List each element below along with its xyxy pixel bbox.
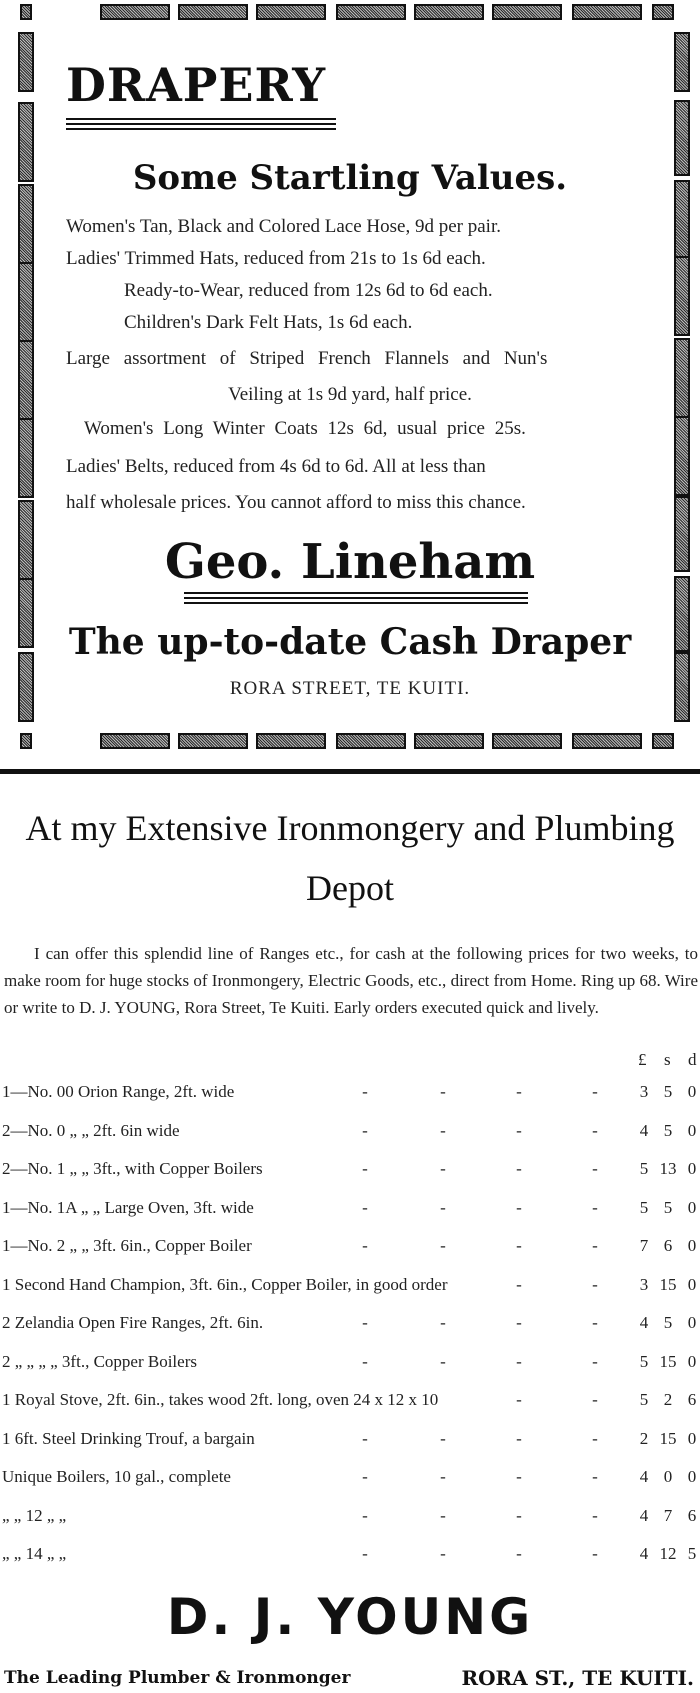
leader-dash: -: [592, 1467, 598, 1486]
leader-dash: -: [592, 1351, 598, 1371]
price-row: [0, 1275, 700, 1305]
price-shillings: 5: [663, 1197, 673, 1217]
leader-dash: -: [592, 1082, 598, 1101]
border-segment: [18, 418, 34, 498]
leader-dash: -: [592, 1274, 598, 1294]
price-shillings: 5: [663, 1313, 673, 1332]
border-segment: [178, 4, 248, 20]
section-divider: [0, 769, 700, 774]
price-pounds: 4: [639, 1313, 649, 1332]
leader-dash: -: [440, 1159, 446, 1178]
border-segment: [18, 262, 34, 342]
price-shillings: 5: [663, 1120, 673, 1140]
leader-dash: -: [516, 1390, 522, 1409]
drapery-line: Ready-to-Wear, reduced from 12s 6d to 6d each.: [124, 280, 493, 301]
price-pounds: 5: [639, 1159, 649, 1178]
price-pence: 0: [687, 1313, 697, 1332]
price-pence: 6: [687, 1505, 697, 1525]
leader-dash: -: [440, 1313, 446, 1332]
price-row: [0, 1390, 700, 1420]
price-pounds: 4: [639, 1505, 649, 1525]
price-shillings: 5: [663, 1082, 673, 1101]
price-pence: 0: [687, 1082, 697, 1101]
leader-dash: -: [362, 1505, 368, 1525]
leader-dash: -: [440, 1505, 446, 1525]
border-segment: [336, 4, 406, 20]
border-segment: [572, 4, 642, 20]
business-address: RORA ST., TE KUITI.: [461, 1666, 694, 1690]
shillings-header: s: [664, 1050, 671, 1069]
border-segment: [18, 340, 34, 420]
price-pence: 0: [687, 1236, 697, 1255]
leader-dash: -: [592, 1390, 598, 1409]
price-pounds: 5: [639, 1351, 649, 1371]
leader-dash: -: [516, 1313, 522, 1332]
price-pence: 0: [687, 1159, 697, 1178]
price-pence: 0: [687, 1467, 697, 1486]
business-tagline: The Leading Plumber & Ironmonger: [4, 1668, 351, 1688]
price-row: [0, 1313, 700, 1343]
price-pounds: 7: [639, 1236, 649, 1255]
leader-dash: -: [362, 1467, 368, 1486]
border-segment: [100, 4, 170, 20]
leader-dash: -: [592, 1428, 598, 1448]
title-rule: [66, 123, 336, 125]
price-pounds: 5: [639, 1197, 649, 1217]
drapery-line: Ladies' Belts, reduced from 4s 6d to 6d. All at less than: [66, 456, 486, 477]
title-rule: [66, 118, 336, 120]
leader-dash: -: [440, 1428, 446, 1448]
leader-dash: -: [592, 1505, 598, 1525]
price-row: [0, 1121, 700, 1151]
leader-dash: -: [516, 1428, 522, 1448]
price-pence: 0: [687, 1274, 697, 1294]
leader-dash: -: [516, 1274, 522, 1294]
drapery-line: Ladies' Trimmed Hats, reduced from 21s to 1s 6d each.: [66, 248, 486, 269]
price-shillings: 0: [663, 1467, 673, 1486]
item-description: 1 Second Hand Champion, 3ft. 6in., Copper Boiler, in good order: [2, 1274, 448, 1294]
item-description: 1 Royal Stove, 2ft. 6in., takes wood 2ft. long, oven 24 x 12 x 10: [2, 1390, 439, 1409]
merchant-tagline: The up-to-date Cash Draper: [68, 621, 632, 663]
pence-header: d: [688, 1050, 697, 1069]
leader-dash: -: [362, 1082, 368, 1101]
price-pounds: 4: [639, 1544, 649, 1563]
border-segment: [20, 4, 32, 20]
border-segment: [20, 733, 32, 749]
drapery-line: Large assortment of Striped French Flannels and Nun's: [66, 348, 548, 369]
leader-dash: -: [516, 1082, 522, 1101]
price-shillings: 15: [659, 1428, 677, 1448]
merchant-rule: [184, 602, 528, 604]
price-shillings: 7: [663, 1505, 673, 1525]
price-shillings: 13: [659, 1159, 677, 1178]
price-shillings: 15: [659, 1351, 677, 1371]
drapery-line: Women's Long Winter Coats 12s 6d, usual price 25s.: [84, 418, 526, 439]
border-segment: [674, 256, 690, 336]
price-pounds: 3: [639, 1082, 649, 1101]
border-segment: [100, 733, 170, 749]
leader-dash: -: [516, 1505, 522, 1525]
border-segment: [652, 733, 674, 749]
leader-dash: -: [440, 1236, 446, 1255]
price-pounds: 4: [639, 1120, 649, 1140]
price-row: [0, 1506, 700, 1536]
price-pounds: 4: [639, 1467, 649, 1486]
item-description: Unique Boilers, 10 gal., complete: [2, 1467, 231, 1486]
price-row: [0, 1544, 700, 1574]
item-description: 2—No. 0 „ „ 2ft. 6in wide: [2, 1120, 180, 1140]
leader-dash: -: [362, 1313, 368, 1332]
leader-dash: -: [440, 1082, 446, 1101]
drapery-line: Women's Tan, Black and Colored Lace Hose, 9d per pair.: [66, 216, 501, 237]
leader-dash: -: [440, 1544, 446, 1563]
border-segment: [572, 733, 642, 749]
leader-dash: -: [362, 1351, 368, 1371]
price-pence: 0: [687, 1351, 697, 1371]
drapery-title: DRAPERY: [66, 58, 327, 112]
leader-dash: -: [516, 1197, 522, 1217]
leader-dash: -: [516, 1120, 522, 1140]
item-description: 1—No. 1A „ „ Large Oven, 3ft. wide: [2, 1197, 254, 1217]
price-row: [0, 1082, 700, 1112]
merchant-rule: [184, 592, 528, 594]
drapery-line: Children's Dark Felt Hats, 1s 6d each.: [124, 312, 413, 333]
border-segment: [674, 416, 690, 496]
ironmongery-title: [0, 798, 700, 918]
border-segment: [674, 338, 690, 418]
drapery-advertisement: [0, 0, 700, 760]
leader-dash: -: [592, 1313, 598, 1332]
leader-dash: -: [592, 1197, 598, 1217]
item-description: 2—No. 1 „ „ 3ft., with Copper Boilers: [2, 1159, 263, 1178]
price-row: [0, 1352, 700, 1382]
price-shillings: 12: [659, 1544, 677, 1563]
leader-dash: -: [362, 1159, 368, 1178]
item-description: „ „ 12 „ „: [2, 1505, 67, 1525]
price-pounds: 2: [639, 1428, 649, 1448]
leader-dash: -: [516, 1467, 522, 1486]
leader-dash: -: [362, 1120, 368, 1140]
border-segment: [18, 32, 34, 92]
merchant-name: Geo. Lineham: [164, 534, 536, 590]
intro-paragraph: [4, 940, 698, 1021]
leader-dash: -: [440, 1120, 446, 1140]
price-pence: 0: [687, 1120, 697, 1140]
price-pence: 6: [687, 1390, 697, 1409]
price-row: [0, 1236, 700, 1266]
drapery-line: Veiling at 1s 9d yard, half price.: [228, 384, 472, 405]
border-segment: [492, 4, 562, 20]
border-segment: [674, 32, 690, 92]
business-name: D. J. YOUNG: [166, 1588, 534, 1646]
item-description: „ „ 14 „ „: [2, 1544, 67, 1563]
item-description: 1—No. 2 „ „ 3ft. 6in., Copper Boiler: [2, 1236, 252, 1255]
intro-text: I can offer this splendid line of Ranges etc., for cash at the following prices for two weeks, to make room for huge stocks of Ironmongery, Electric Goods, etc., direct from Home. Ring up 68. Wire or write to D. J. YOUNG, Rora Street, Te Kuiti. Early orders executed quick and lively.: [4, 944, 698, 1017]
title-line-1: At my Extensive Ironmongery and Plumbing: [25, 808, 675, 848]
item-description: 2 Zelandia Open Fire Ranges, 2ft. 6in.: [2, 1313, 264, 1332]
price-pounds: 3: [639, 1274, 649, 1294]
border-segment: [414, 4, 484, 20]
leader-dash: -: [516, 1236, 522, 1255]
price-row: [0, 1198, 700, 1228]
border-segment: [652, 4, 674, 20]
leader-dash: -: [592, 1544, 598, 1563]
price-pounds: 5: [639, 1390, 649, 1409]
price-row: [0, 1467, 700, 1497]
leader-dash: -: [440, 1197, 446, 1217]
leader-dash: -: [516, 1159, 522, 1178]
price-pence: 0: [687, 1197, 697, 1217]
leader-dash: -: [440, 1467, 446, 1486]
leader-dash: -: [362, 1544, 368, 1563]
leader-dash: -: [362, 1197, 368, 1217]
price-pence: 5: [687, 1544, 697, 1563]
border-segment: [336, 733, 406, 749]
price-shillings: 6: [663, 1236, 673, 1255]
border-segment: [492, 733, 562, 749]
border-segment: [178, 733, 248, 749]
title-rule: [66, 128, 336, 130]
leader-dash: -: [362, 1236, 368, 1255]
title-line-2: Depot: [306, 868, 394, 908]
drapery-headline: Some Startling Values.: [132, 158, 568, 198]
leader-dash: -: [516, 1351, 522, 1371]
item-description: 1 6ft. Steel Drinking Trouf, a bargain: [2, 1428, 255, 1448]
leader-dash: -: [592, 1236, 598, 1255]
pounds-header: £: [638, 1050, 647, 1069]
price-row: [0, 1159, 700, 1189]
leader-dash: -: [592, 1159, 598, 1178]
merchant-rule: [184, 597, 528, 599]
price-shillings: 2: [663, 1390, 673, 1409]
item-description: 2 „ „ „ „ 3ft., Copper Boilers: [2, 1351, 197, 1371]
drapery-line: half wholesale prices. You cannot afford to miss this chance.: [66, 492, 526, 513]
merchant-address: RORA STREET, TE KUITI.: [229, 678, 471, 699]
border-segment: [256, 733, 326, 749]
price-shillings: 15: [659, 1274, 677, 1294]
price-row: [0, 1429, 700, 1459]
price-pence: 0: [687, 1428, 697, 1448]
leader-dash: -: [440, 1351, 446, 1371]
leader-dash: -: [516, 1544, 522, 1563]
item-description: 1—No. 00 Orion Range, 2ft. wide: [2, 1082, 235, 1101]
leader-dash: -: [362, 1428, 368, 1448]
border-segment: [256, 4, 326, 20]
border-segment: [414, 733, 484, 749]
leader-dash: -: [592, 1120, 598, 1140]
